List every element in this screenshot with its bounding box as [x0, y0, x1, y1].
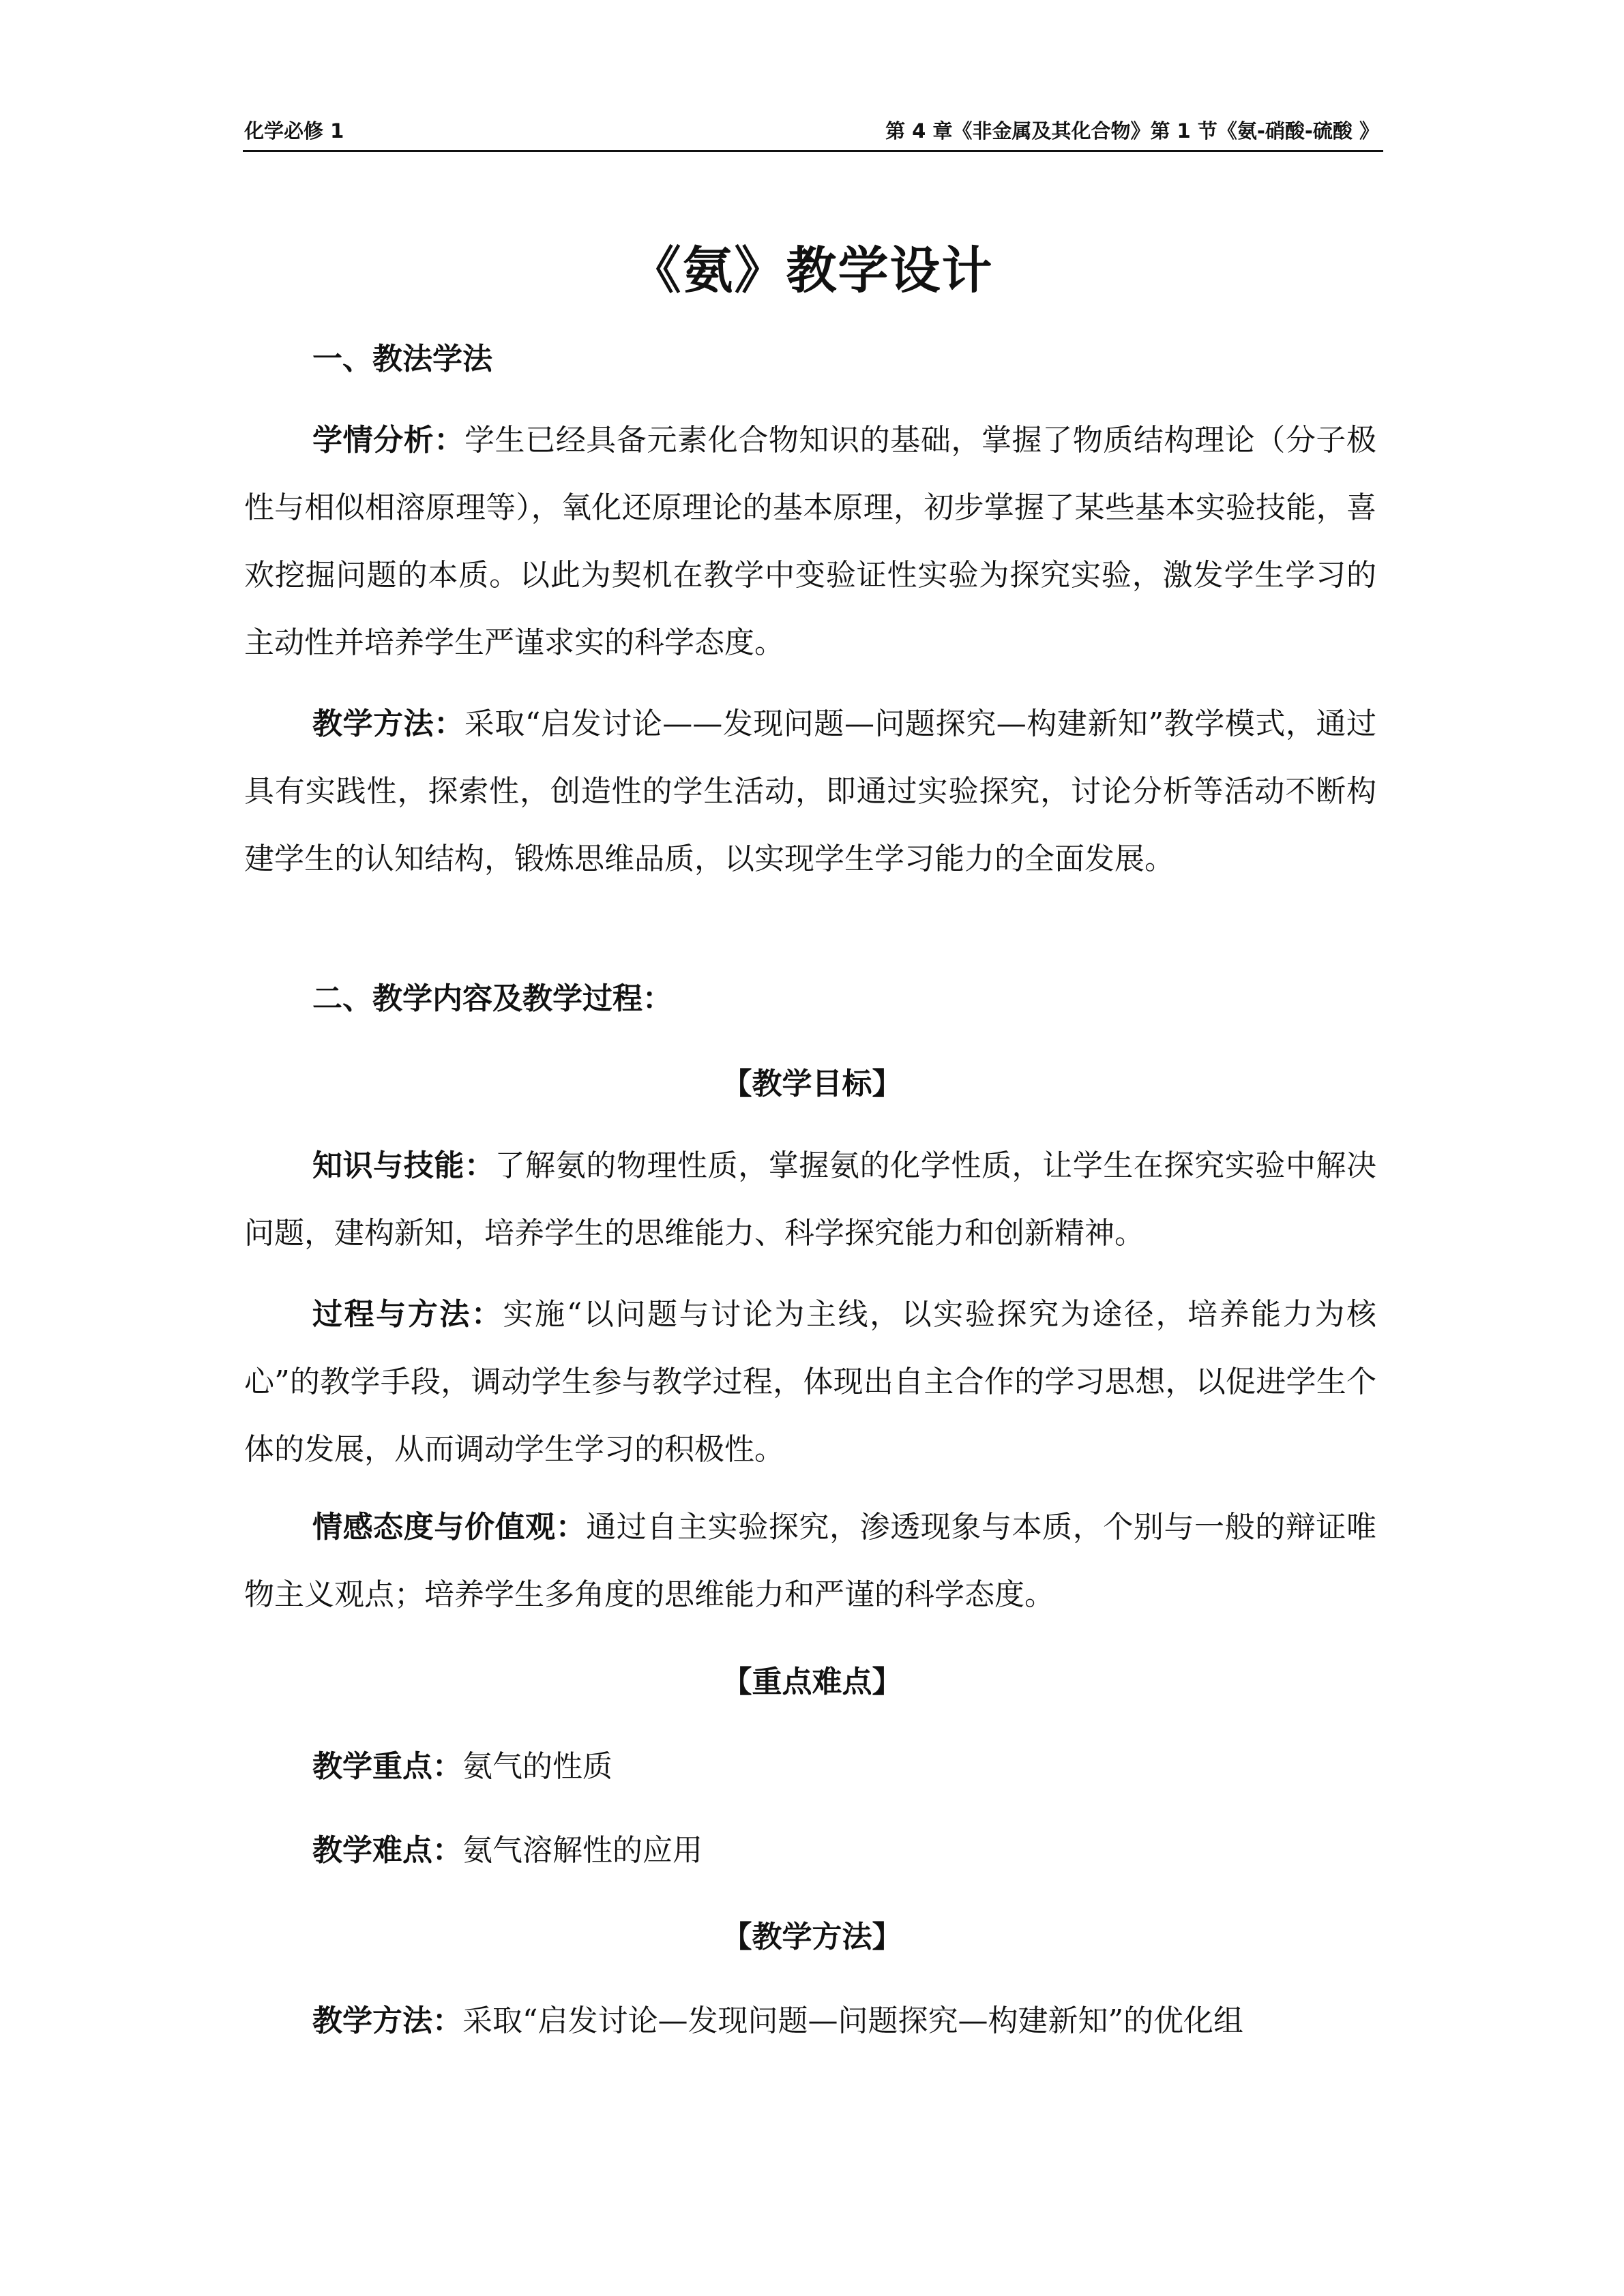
- line-text: 氨气的性质: [462, 1749, 612, 1784]
- line-key-point: [312, 1742, 612, 1785]
- paragraph-label: 学情分析：: [312, 423, 464, 458]
- line-label: 教学难点：: [312, 1833, 462, 1868]
- paragraph-text: 了解氨的物理性质，掌握氨的化学性质，让学生在探究实验中解决问题，建构新知，培养学生的思维能力、科学探究能力和创新精神。: [244, 1148, 1376, 1251]
- paragraph-teaching-method: [244, 690, 1376, 893]
- paragraph-emotion-values: [244, 1493, 1376, 1628]
- line-label: 教学重点：: [312, 1749, 462, 1784]
- subheading-key-difficult: 【重点难点】: [722, 1665, 902, 1699]
- paragraph-label: 情感态度与价值观：: [312, 1510, 587, 1545]
- paragraph-label: 知识与技能：: [312, 1148, 495, 1183]
- line-teaching-method: [312, 1996, 1243, 2040]
- section-heading-content-process: 二、教学内容及教学过程：: [312, 981, 673, 1016]
- page-header: [243, 115, 1383, 152]
- paragraph-label: 教学方法：: [312, 706, 464, 741]
- line-text: 氨气溶解性的应用: [462, 1833, 703, 1868]
- line-difficult-point: [312, 1825, 703, 1869]
- line-label: 教学方法：: [312, 2003, 462, 2038]
- paragraph-knowledge-skills: [244, 1132, 1376, 1267]
- header-chapter: 第 4 章《非金属及其化合物》第 1 节《氨-硝酸-硫酸 》: [885, 119, 1379, 143]
- paragraph-student-analysis: [244, 406, 1376, 676]
- document-title: 《氨》教学设计: [630, 241, 994, 300]
- subheading-teaching-goals: 【教学目标】: [722, 1067, 902, 1101]
- paragraph-text: 采取“启发讨论——发现问题—问题探究—构建新知”教学模式，通过具有实践性，探索性，创造性的学生活动，即通过实验探究，讨论分析等活动不断构建学生的认知结构，锻炼思维品质，以实现学生学习能力的全面发展。: [244, 706, 1376, 876]
- header-subject: 化学必修 1: [244, 119, 344, 143]
- paragraph-process-methods: [244, 1281, 1376, 1483]
- subheading-teaching-methods: 【教学方法】: [722, 1920, 902, 1954]
- section-heading-teaching-methods: 一、教法学法: [312, 342, 492, 376]
- line-text: 采取“启发讨论—发现问题—问题探究—构建新知”的优化组: [462, 2003, 1243, 2038]
- paragraph-text: 实施“以问题与讨论为主线，以实验探究为途径，培养能力为核心”的教学手段，调动学生参与教学过程，体现出自主合作的学习思想，以促进学生个体的发展，从而调动学生学习的积极性。: [244, 1297, 1376, 1467]
- paragraph-text: 学生已经具备元素化合物知识的基础，掌握了物质结构理论（分子极性与相似相溶原理等），氧化还原理论的基本原理，初步掌握了某些基本实验技能，喜欢挖掘问题的本质。以此为契机在教学中变验证性实验为探究实验，激发学生学习的主动性并培养学生严谨求实的科学态度。: [244, 423, 1377, 660]
- paragraph-label: 过程与方法：: [312, 1297, 503, 1332]
- paragraph-text: 通过自主实验探究，渗透现象与本质，个别与一般的辩证唯物主义观点；培养学生多角度的思维能力和严谨的科学态度。: [244, 1510, 1377, 1612]
